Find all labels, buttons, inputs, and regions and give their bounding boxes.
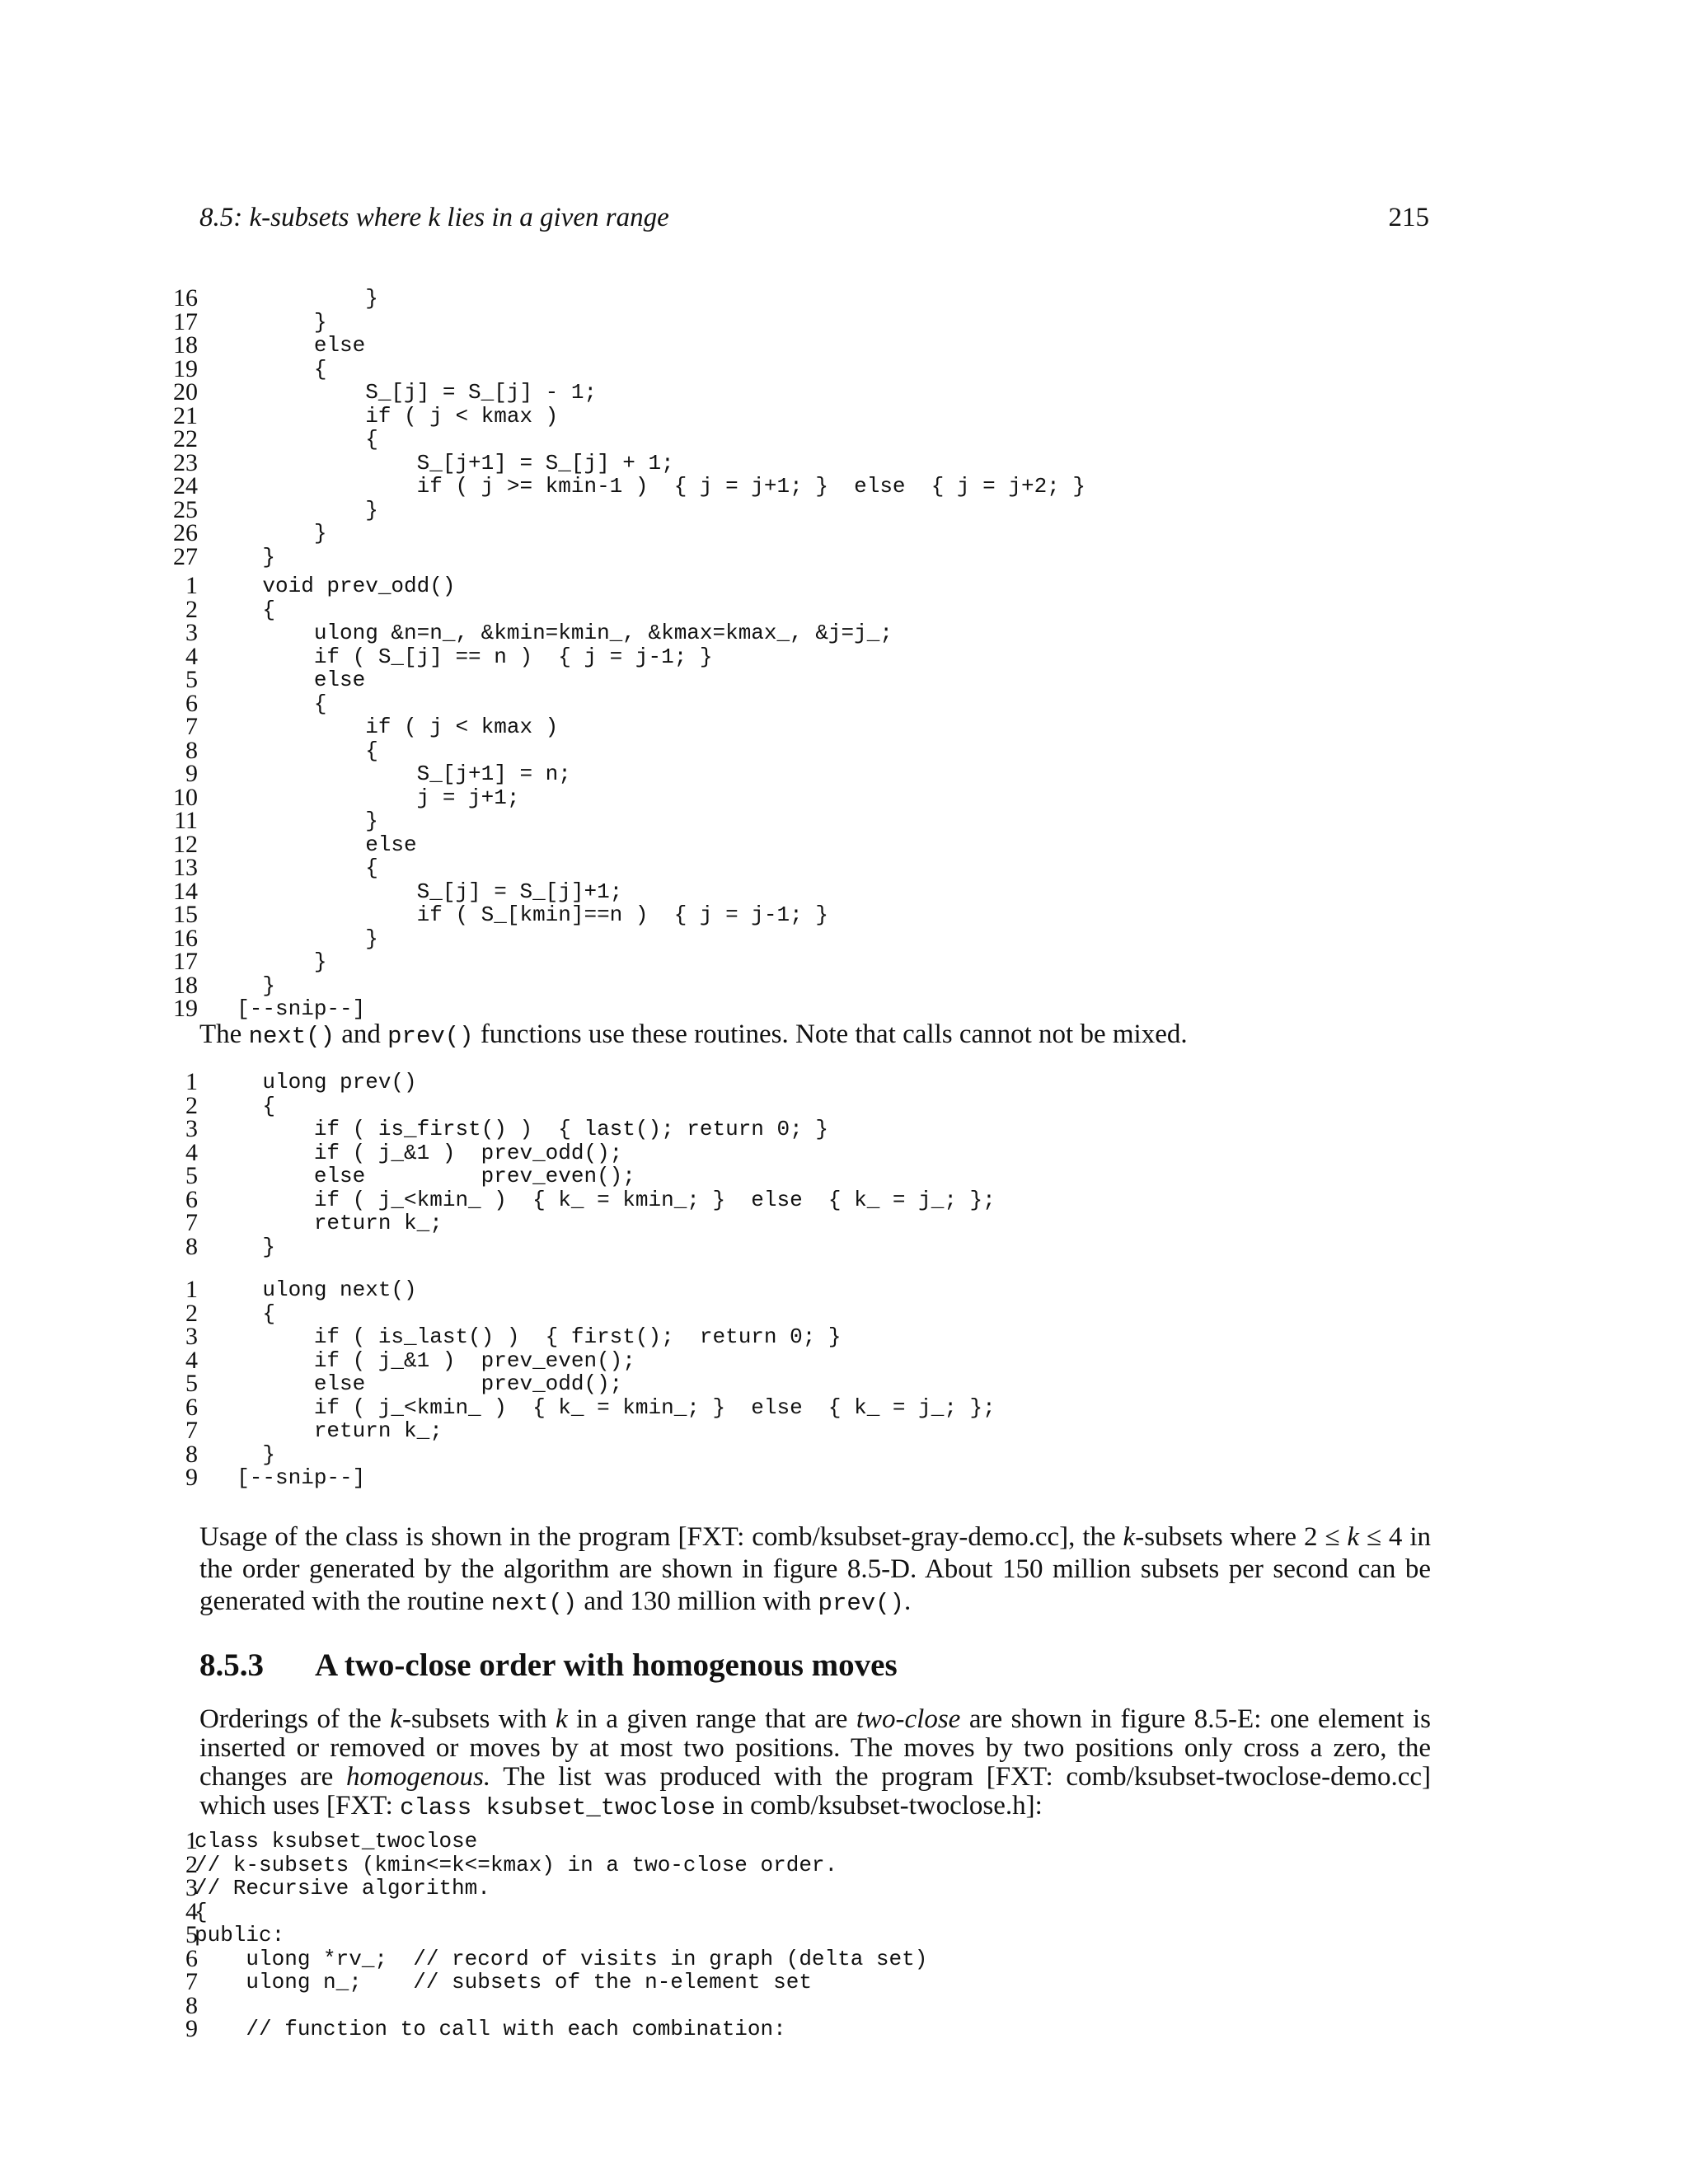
code-line	[162, 1897, 1447, 1925]
code-text: {	[195, 1899, 208, 1924]
inline-code: next()	[490, 1590, 578, 1617]
code-line	[162, 903, 1447, 927]
line-number: 1	[185, 572, 198, 599]
line-number: 9	[185, 2015, 198, 2042]
code-line	[162, 1419, 1447, 1443]
code-text: if ( j_<kmin_ ) { k_ = kmin_; } else { k_ = j_; };	[211, 1187, 996, 1212]
line-number: 2	[185, 1299, 198, 1327]
code-line	[162, 950, 1447, 974]
code-text: }	[211, 521, 327, 546]
line-number: 27	[173, 542, 198, 570]
line-number: 24	[173, 472, 198, 499]
line-number: 16	[173, 924, 198, 952]
inline-code: prev()	[387, 1023, 474, 1050]
code-line	[162, 1346, 1447, 1374]
code-line	[162, 1393, 1447, 1421]
code-line	[162, 1968, 1447, 1995]
line-number: 9	[185, 1464, 198, 1491]
code-line	[162, 1874, 1447, 1901]
line-number: 4	[185, 1346, 198, 1374]
line-number: 7	[185, 1209, 198, 1236]
code-text: {	[211, 1093, 276, 1118]
line-number: 2	[185, 1850, 198, 1878]
code-text: return k_;	[211, 1211, 443, 1235]
code-text: if ( j_&1 ) prev_odd();	[211, 1140, 623, 1165]
line-number: 16	[173, 284, 198, 312]
code-text: {	[211, 427, 378, 452]
code-line	[162, 971, 1447, 999]
code-text: S_[j] = S_[j] - 1;	[211, 380, 598, 405]
code-line	[162, 574, 1447, 598]
code-text: {	[211, 855, 378, 880]
code-text: {	[211, 691, 327, 716]
line-number: 2	[185, 1091, 198, 1119]
line-number: 5	[185, 1162, 198, 1189]
code-line	[162, 401, 1447, 429]
code-line	[162, 472, 1447, 499]
code-text: }	[211, 544, 276, 569]
line-number: 1	[185, 1276, 198, 1303]
code-text: if ( j < kmax )	[211, 715, 559, 739]
code-text: // function to call with each combination:	[195, 2017, 786, 2041]
code-text: }	[211, 1234, 276, 1259]
code-text: }	[211, 309, 327, 335]
line-number: 19	[173, 995, 198, 1022]
code-text: else	[211, 832, 417, 857]
code-line	[162, 621, 1447, 645]
line-number: 18	[173, 331, 198, 359]
code-line	[162, 331, 1447, 359]
code-text: ulong &n=n_, &kmin=kmin_, &kmax=kmax_, &j=j_;	[211, 621, 893, 645]
code-text: S_[j+1] = S_[j] + 1;	[211, 450, 674, 476]
code-line	[162, 1209, 1447, 1236]
code-line	[162, 830, 1447, 858]
code-line	[162, 595, 1447, 623]
page-number: 215	[1388, 203, 1429, 232]
line-number: 7	[185, 1968, 198, 1995]
code-line	[162, 1068, 1447, 1095]
code-line	[162, 1232, 1447, 1260]
line-number: 5	[185, 666, 198, 693]
code-line	[162, 1162, 1447, 1189]
code-line	[162, 519, 1447, 546]
emphasis: homogenous.	[346, 1762, 491, 1792]
line-number: 23	[173, 448, 198, 476]
code-text: if ( S_[j] == n ) { j = j-1; }	[211, 644, 713, 669]
line-number: 6	[185, 1185, 198, 1213]
code-line	[162, 495, 1447, 523]
line-number: 10	[173, 783, 198, 811]
code-text: S_[j+1] = n;	[211, 762, 571, 786]
emphasis: two-close	[856, 1704, 961, 1734]
code-text: {	[211, 738, 378, 763]
code-line	[162, 1827, 1447, 1854]
line-number: 8	[185, 1440, 198, 1468]
code-listing-ksubset-twoclose	[162, 1827, 1447, 2042]
code-text: j = j+1;	[211, 785, 520, 810]
code-line	[162, 1991, 1447, 2019]
line-number: 8	[185, 1232, 198, 1260]
line-number: 25	[173, 495, 198, 523]
code-text: if ( j_<kmin_ ) { k_ = kmin_; } else { k_ = j_; };	[211, 1394, 996, 1420]
code-text: else prev_even();	[211, 1164, 635, 1188]
code-line	[162, 354, 1447, 382]
code-line	[162, 1138, 1447, 1166]
line-number: 6	[185, 1944, 198, 1972]
code-text: S_[j] = S_[j]+1;	[211, 879, 623, 904]
code-line	[162, 997, 1447, 1021]
line-number: 4	[185, 1138, 198, 1166]
code-text: {	[211, 597, 276, 622]
line-number: 20	[173, 378, 198, 405]
line-number: 7	[185, 713, 198, 740]
line-number: 4	[185, 1897, 198, 1925]
code-text: return k_;	[211, 1418, 443, 1443]
code-text: ulong n_; // subsets of the n-element set	[195, 1970, 812, 1994]
running-title: 8.5: k-subsets where k lies in a given range	[199, 203, 669, 232]
code-text: if ( S_[kmin]==n ) { j = j-1; }	[211, 902, 828, 927]
code-line	[162, 1115, 1447, 1142]
code-text: else prev_odd();	[211, 1371, 623, 1396]
code-line	[162, 448, 1447, 476]
code-listing-next	[162, 1278, 1447, 1490]
code-text: }	[211, 497, 378, 523]
code-text: }	[211, 972, 276, 998]
code-listing-next-even-tail	[162, 284, 1447, 570]
code-text: public:	[195, 1923, 285, 1947]
line-number: 12	[173, 830, 198, 858]
line-number: 1	[185, 1827, 198, 1854]
code-listing-prev	[162, 1068, 1447, 1260]
code-listing-prev-odd	[162, 574, 1447, 1021]
line-number: 21	[173, 401, 198, 429]
code-line	[162, 378, 1447, 405]
paragraph-usage: Usage of the class is shown in the program [FXT: comb/ksubset-gray-demo.cc], the k-subsets where 2 ≤ k ≤ 4 in the order generated by the algorithm are shown in figure 8.5-D. About 150 million subsets per second can be generated with the routine next() and 130 million with prev().	[199, 1522, 1431, 1617]
code-line	[162, 1299, 1447, 1327]
code-line	[162, 668, 1447, 692]
code-line	[162, 284, 1447, 312]
code-line	[162, 877, 1447, 905]
code-line	[162, 809, 1447, 833]
code-line	[162, 1091, 1447, 1119]
code-line	[162, 856, 1447, 880]
code-text: if ( j < kmax )	[211, 403, 559, 429]
code-text: }	[211, 1441, 276, 1467]
code-line	[162, 689, 1447, 717]
code-line	[162, 1850, 1447, 1878]
paragraph-two-close: Orderings of the k-subsets with k in a given range that are two-close are shown in figure 8.5-E: one element is inserted or removed or moves by at most two positions. The moves by two positions only cross a zero, the changes are homogenous. The list was produced with the program [FXT: comb/ksubset-twoclose-demo.cc] which uses [FXT: class ksubset_twoclose in comb/ksubset-twoclose.h]:	[199, 1704, 1431, 1821]
inline-code: next()	[248, 1023, 335, 1050]
code-text: else	[211, 668, 366, 692]
line-number: 11	[174, 807, 198, 834]
code-line	[162, 1278, 1447, 1302]
line-number: 8	[185, 1991, 198, 2019]
line-number: 15	[173, 901, 198, 928]
section-title: A two-close order with homogenous moves	[315, 1647, 898, 1683]
code-line	[162, 542, 1447, 570]
code-text: [--snip--]	[211, 1465, 366, 1490]
code-line	[162, 2015, 1447, 2042]
line-number: 7	[185, 1417, 198, 1444]
line-number: 3	[185, 619, 198, 646]
line-number: 1	[185, 1068, 198, 1095]
code-line	[162, 307, 1447, 335]
paragraph-next-prev: The next() and prev() functions use these routines. Note that calls cannot not be mixed.	[199, 1019, 1188, 1050]
code-line	[162, 642, 1447, 670]
line-number: 2	[185, 595, 198, 623]
code-text: if ( j >= kmin-1 ) { j = j+1; } else { j = j+2; }	[211, 474, 1085, 499]
code-line	[162, 1921, 1447, 1948]
code-line	[162, 762, 1447, 786]
line-number: 3	[185, 1874, 198, 1901]
code-line	[162, 924, 1447, 952]
line-number: 13	[173, 854, 198, 881]
code-text: {	[211, 1301, 276, 1326]
code-line	[162, 1440, 1447, 1468]
code-text: [--snip--]	[211, 996, 366, 1021]
code-text: if ( j_&1 ) prev_even();	[211, 1347, 635, 1373]
line-number: 3	[185, 1323, 198, 1350]
code-line	[162, 1325, 1447, 1349]
section-heading	[199, 1647, 898, 1684]
code-line	[162, 1185, 1447, 1213]
line-number: 6	[185, 689, 198, 717]
code-line	[162, 1372, 1447, 1396]
line-number: 18	[173, 971, 198, 999]
code-text: ulong next()	[211, 1277, 417, 1302]
line-number: 19	[173, 354, 198, 382]
code-text: else	[211, 333, 366, 358]
code-text: ulong *rv_; // record of visits in graph (delta set)	[195, 1946, 928, 1971]
code-line	[162, 715, 1447, 739]
line-number: 26	[173, 519, 198, 546]
inline-code: class ksubset_twoclose	[400, 1794, 715, 1821]
line-number: 6	[185, 1393, 198, 1421]
line-number: 5	[185, 1921, 198, 1948]
line-number: 17	[173, 948, 198, 975]
code-text: }	[211, 286, 378, 311]
line-number: 4	[185, 642, 198, 670]
code-text: {	[211, 356, 327, 382]
code-text: class ksubset_twoclose	[195, 1829, 478, 1854]
code-text: void prev_odd()	[211, 574, 456, 598]
code-text: if ( is_last() ) { first(); return 0; }	[211, 1324, 842, 1349]
code-text: }	[211, 949, 327, 974]
code-text: // Recursive algorithm.	[195, 1876, 490, 1900]
section-number: 8.5.3	[199, 1647, 264, 1683]
code-text: if ( is_first() ) { last(); return 0; }	[211, 1117, 828, 1141]
code-text: ulong prev()	[211, 1070, 417, 1094]
line-number: 5	[185, 1370, 198, 1397]
code-line	[162, 736, 1447, 764]
code-text: // k-subsets (kmin<=k<=kmax) in a two-close order.	[195, 1852, 838, 1877]
code-line	[162, 783, 1447, 811]
page-header	[199, 203, 1429, 242]
line-number: 8	[185, 736, 198, 764]
code-line	[162, 425, 1447, 452]
code-line	[162, 1466, 1447, 1490]
line-number: 9	[185, 760, 198, 787]
line-number: 14	[173, 877, 198, 905]
line-number: 22	[173, 425, 198, 452]
line-number: 3	[185, 1115, 198, 1142]
code-text: }	[211, 808, 378, 833]
code-text: }	[211, 926, 378, 951]
inline-code: prev()	[818, 1590, 904, 1617]
line-number: 17	[173, 307, 198, 335]
code-line	[162, 1944, 1447, 1972]
